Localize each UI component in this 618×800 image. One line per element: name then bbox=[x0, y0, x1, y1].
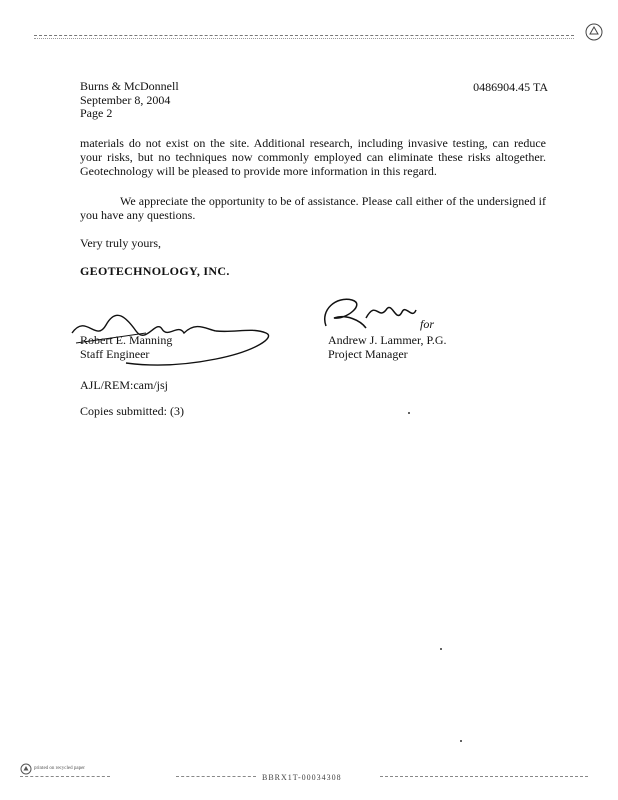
signer-left bbox=[80, 334, 172, 361]
company-name: GEOTECHNOLOGY, INC. bbox=[80, 264, 230, 278]
page-number: Page 2 bbox=[80, 106, 113, 120]
signer-right-title: Project Manager bbox=[328, 346, 408, 361]
scan-dot bbox=[440, 648, 442, 650]
body-paragraph-1: materials do not exist on the site. Additional research, including invasive testing, can reduce your risks, but no techniques now commonly employed can eliminate these risks altogether. Geotechnology will be pleased to provide more information in this regard. bbox=[80, 136, 546, 178]
scan-dot bbox=[408, 412, 410, 414]
reference-initials: AJL/REM:cam/jsj bbox=[80, 378, 168, 392]
footer-artifact-line bbox=[20, 776, 110, 777]
signature-suffix: for bbox=[420, 317, 435, 331]
document-bates-code: BBRX1T-00034308 bbox=[262, 773, 342, 782]
signer-right bbox=[328, 334, 447, 361]
scan-dot bbox=[460, 740, 462, 742]
footer-artifact-line bbox=[176, 776, 256, 777]
project-reference: 0486904.45 TA bbox=[473, 80, 548, 94]
letter-date: September 8, 2004 bbox=[80, 92, 171, 107]
signer-left-name: Robert E. Manning bbox=[80, 333, 173, 347]
recipient-name: Burns & McDonnell bbox=[80, 79, 179, 93]
body-paragraph-2: We appreciate the opportunity to be of assistance. Please call either of the undersigned if you have any questions. bbox=[80, 194, 546, 222]
footer-stamp-text: printed on recycled paper bbox=[34, 766, 85, 771]
footer-artifact-line bbox=[380, 776, 588, 777]
scan-artifact-top bbox=[34, 35, 574, 37]
recycled-paper-icon bbox=[20, 763, 32, 775]
recycle-stamp-icon bbox=[584, 22, 604, 42]
letter-header bbox=[80, 80, 179, 121]
scan-artifact-top-2 bbox=[34, 38, 574, 40]
signer-left-title: Staff Engineer bbox=[80, 346, 150, 361]
closing-salutation: Very truly yours, bbox=[80, 236, 161, 250]
signer-right-name: Andrew J. Lammer, P.G. bbox=[328, 333, 447, 347]
copies-submitted: Copies submitted: (3) bbox=[80, 404, 184, 418]
